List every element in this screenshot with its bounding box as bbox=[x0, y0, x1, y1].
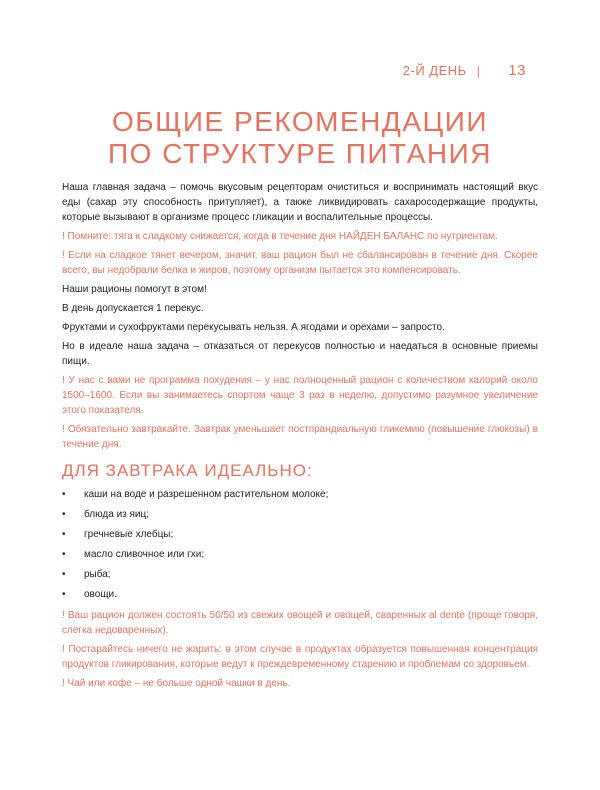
page-number: 13 bbox=[508, 62, 526, 79]
body-paragraph: Наши рационы помогут в этом! bbox=[62, 284, 207, 295]
note-paragraph: ! Постарайтесь ничего не жарить: в этом случае в продуктах образуется повышенная концентрация продуктов гликирования, которые ведут к преждевременному старению и проблемам со здоровьем. bbox=[62, 644, 538, 670]
bullet-icon: • bbox=[62, 509, 66, 520]
page-header bbox=[403, 62, 526, 79]
body-paragraph: Но в идеале наша задача – отказаться от перекусов полностью и наедаться в основные приемы пищи. bbox=[62, 341, 538, 367]
title-line-2: ПО СТРУКТУРЕ ПИТАНИЯ bbox=[108, 138, 492, 169]
title-line-1: ОБЩИЕ РЕКОМЕНДАЦИИ bbox=[112, 106, 488, 137]
list-item bbox=[62, 528, 538, 541]
list-item bbox=[62, 508, 538, 521]
article-body bbox=[62, 180, 538, 695]
note-paragraph: ! Обязательно завтракайте. Завтрак уменьшает постпрандиальную гликемию (повышение глюкозы) в течение дня. bbox=[62, 424, 538, 450]
bullet-icon: • bbox=[62, 589, 66, 600]
bullet-icon: • bbox=[62, 549, 66, 560]
list-item-text: рыба; bbox=[84, 569, 111, 580]
breakfast-heading: ДЛЯ ЗАВТРАКА ИДЕАЛЬНО: bbox=[62, 461, 313, 480]
list-item bbox=[62, 488, 538, 501]
header-separator: | bbox=[476, 63, 481, 78]
list-item-text: блюда из яиц; bbox=[84, 509, 150, 520]
note-paragraph: ! Помните: тяга к сладкому снижается, когда в течение дня НАЙДЕН БАЛАНС по нутриентам. bbox=[62, 231, 498, 242]
breakfast-list bbox=[62, 488, 538, 601]
bullet-icon: • bbox=[62, 529, 66, 540]
list-item bbox=[62, 588, 538, 601]
note-paragraph: ! Ваш рацион должен состоять 50/50 из свежих овощей и овощей, сваренных al dente (проще говоря, слегка недоваренных). bbox=[62, 610, 538, 636]
page-title bbox=[0, 106, 600, 170]
list-item-text: масло сливочное или гхи; bbox=[84, 549, 205, 560]
bullet-icon: • bbox=[62, 489, 66, 500]
list-item-text: овощи. bbox=[84, 589, 117, 600]
intro-paragraph: Наша главная задача – помочь вкусовым рецепторам очиститься и воспринимать настоящий вкус еды (сахар эту способность притупляет), а также ликвидировать сахаросодержащие продукты, которые вызывают в организме процесс гликации и воспалительные процессы. bbox=[62, 182, 538, 223]
list-item-text: каши на воде и разрешенном растительном молоке; bbox=[84, 489, 329, 500]
list-item bbox=[62, 548, 538, 561]
list-item-text: гречневые хлебцы; bbox=[84, 529, 174, 540]
note-paragraph: ! У нас с вами не программа похудения – у нас полноценный рацион с количеством калорий около 1500–1600. Если вы занимаетесь спортом чаще 3 раз в неделю, допустимо разумное увеличение этого показателя. bbox=[62, 375, 538, 416]
chapter-label: 2-Й ДЕНЬ bbox=[402, 63, 467, 78]
bullet-icon: • bbox=[62, 569, 66, 580]
note-paragraph: ! Если на сладкое тянет вечером, значит, ваш рацион был не сбалансирован в течение дня. Скорее всего, вы недобрали белка и жиров, поэтому организм пытается это компенсировать. bbox=[62, 250, 538, 276]
note-paragraph: ! Чай или кофе – не больше одной чашки в день. bbox=[62, 678, 291, 689]
body-paragraph: Фруктами и сухофруктами перекусывать нельзя. А ягодами и орехами – запросто. bbox=[62, 322, 445, 333]
body-paragraph: В день допускается 1 перекус. bbox=[62, 303, 204, 314]
list-item bbox=[62, 568, 538, 581]
